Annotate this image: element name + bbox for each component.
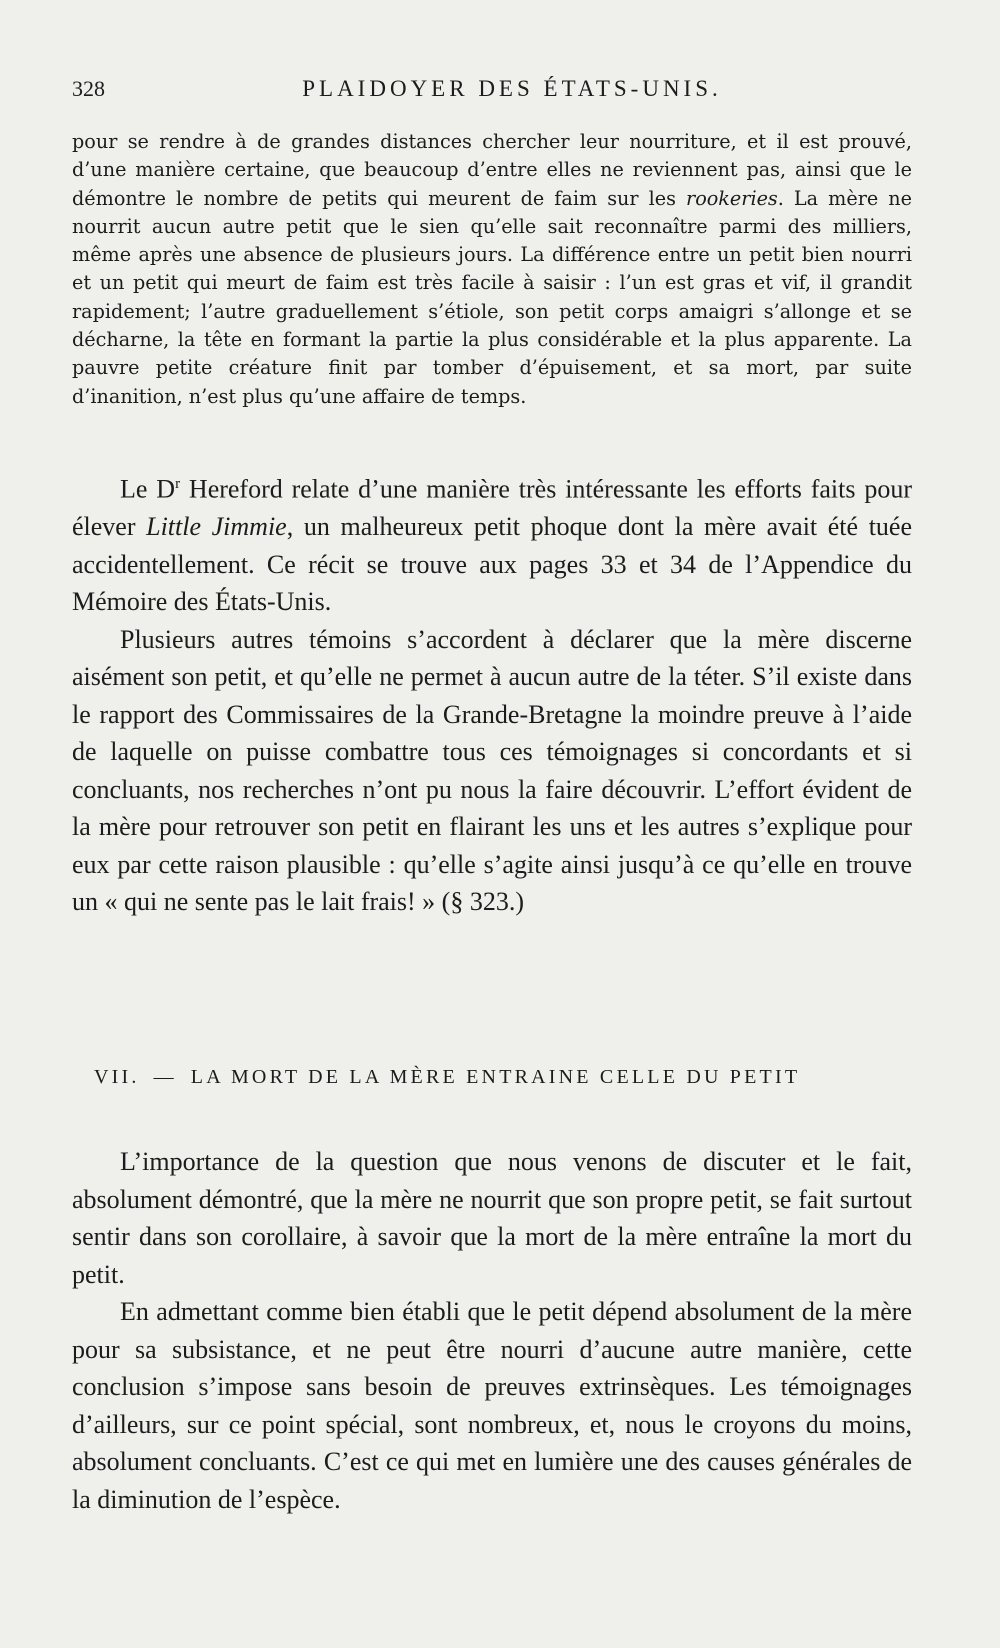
continuation-text-start: pour se rendre à de grandes distances chercher leur nourriture, et il est prouvé, d’une manière certaine, que beaucoup d’entre elles ne reviennent pas, ainsi que le démontre le nombre de petits qui meurent de faim sur les [72, 130, 912, 210]
paragraph-hereford [72, 466, 912, 621]
main-text-block-2 [72, 1143, 912, 1518]
section-dash: — [153, 1066, 177, 1088]
italic-term-rookeries: rookeries [686, 186, 778, 210]
paragraph-importance: L’importance de la question que nous venons de discuter et le fait, absolument démontré, que la mère ne nourrit que son propre petit, se fait surtout sentir dans son corollaire, à savoir que la mort de la mère entraîne la mort du petit. [72, 1147, 912, 1289]
section-number: VII. [94, 1066, 140, 1088]
section-heading [94, 1066, 914, 1089]
page-header [72, 76, 912, 106]
paragraph-hereford-start: Le D [120, 474, 176, 504]
continuation-text-end: . La mère ne nourrit aucun autre petit que le sien qu’elle sait reconnaître parmi des milliers, même après une absence de plusieurs jours. La différence entre un petit bien nourri et un petit qui meurt de faim est très facile à saisir : l’un est gras et vif, il grandit rapidement; l’autre graduellement s’étiole, son petit corps amaigri s’allonge et se décharne, la tête en formant la partie la plus considérable et la plus apparente. La pauvre petite créature finit par tomber d’épuisement, et sa mort, par suite d’inanition, n’est plus qu’une affaire de temps. [72, 186, 912, 408]
paragraph-hereford-middle: Hereford relate d’une manière très intéressante les efforts faits pour élever [72, 474, 913, 542]
page-number: 328 [72, 76, 105, 101]
continuation-paragraph [72, 128, 912, 411]
continuation-text [72, 128, 912, 411]
paragraph-conclusion: En admettant comme bien établi que le petit dépend absolument de la mère pour sa subsistance, et ne peut être nourri d’aucune autre manière, cette conclusion s’impose sans besoin de preuves extrinsèques. Les témoignages d’ailleurs, sur ce point spécial, sont nombreux, et, nous le croyons du moins, absolument concluants. C’est ce qui met en lumière une des causes générales de la diminution de l’espèce. [72, 1297, 912, 1514]
main-text-block-1 [72, 466, 912, 921]
running-title: PLAIDOYER DES ÉTATS-UNIS. [302, 76, 722, 101]
paragraph-witnesses: Plusieurs autres témoins s’accordent à déclarer que la mère discerne aisément son petit, et qu’elle ne permet à aucun autre de la téter. S’il existe dans le rapport des Commissaires de la Grande-Bretagne la moindre preuve à l’aide de laquelle on puisse combattre tous ces témoignages si concordants et si concluants, nos recherches n’ont pu nous la faire découvrir. L’effort évident de la mère pour retrouver son petit en flairant les uns et les autres s’explique pour eux par cette raison plausible : qu’elle s’agite ainsi jusqu’à ce qu’elle en trouve un « qui ne sente pas le lait frais! » (§ 323.) [72, 624, 912, 917]
section-title: LA MORT DE LA MÈRE ENTRAINE CELLE DU PETIT [190, 1066, 801, 1088]
paragraph-hereford-end: , un malheureux petit phoque dont la mère avait été tuée accidentellement. Ce récit se trouve aux pages 33 et 34 de l’Appendice du Mémoire des États-Unis. [72, 512, 912, 617]
superscript-r: r [175, 476, 181, 492]
italic-name-little-jimmie: Little Jimmie [146, 512, 287, 542]
